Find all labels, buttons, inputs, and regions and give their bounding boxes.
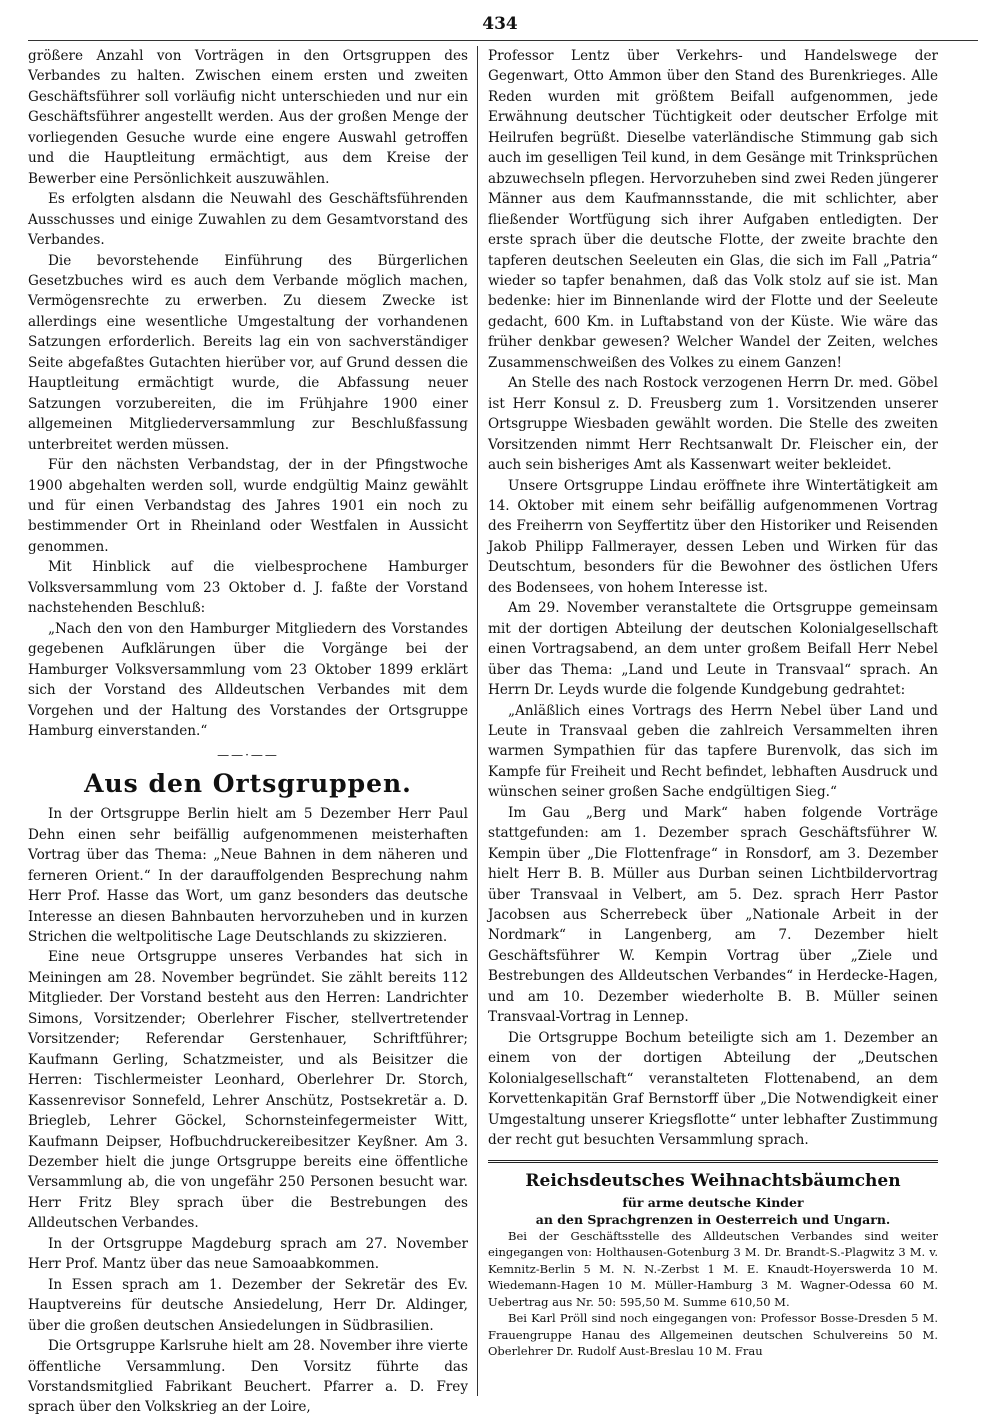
paragraph: Im Gau „Berg und Mark“ haben folgende Vorträge stattgefunden: am 1. Dezember sprach Geschäftsführer W. Kempin über „Die Flottenfrage“ in Ronsdorf, am 3. Dezember hielt Herr B. B. Müller aus Durban seinen Lichtbildervortrag über Transvaal in Velbert, am 5. Dez. sprach Herr Pastor Jacobsen aus Scherrebeck über „Nationale Arbeit in der Nordmark“ in Langenberg, am 7. Dezember hielt Geschäftsführer W. Kempin Vortrag über „Ziele und Bestrebungen des Alldeutschen Verbandes“ in Herdecke-Hagen, und am 10. Dezember wiederholte B. B. Müller seinen Transvaal-Vortrag in Lennep. [488, 804, 938, 1026]
paragraph: Die bevorstehende Einführung des Bürgerlichen Gesetzbuches wird es auch dem Verbande möglich machen, Vermögensrechte zu erwerben. Zu diesem Zwecke ist allerdings eine wesentliche Umgestaltung der vorhandenen Satzungen erforderlich. Bereits lag ein von sachverständiger Seite abgefaßtes Gutachten hierüber vor, auf Grund dessen die Hauptleitung ermächtigt wurde, die Abfassung neuer Satzungen vorzubereiten, die im Frühjahre 1900 einer allgemeinen Mitgliederversammlung zur Beschlußfassung unterbreitet werden müssen. [28, 252, 468, 453]
donation-list-2: Bei Karl Pröll sind noch eingegangen von: Professor Bosse-Dresden 5 M. Frauengruppe Hanau des Allgemeinen deutschen Schulvereins 50 M. Oberlehrer Dr. Rudolf Aust-Breslau 10 M. Frau [488, 1311, 938, 1359]
paragraph: Unsere Ortsgruppe Lindau eröffnete ihre Wintertätigkeit am 14. Oktober mit einem sehr beifällig aufgenommenen Vortrag des Freiherrn von Seyffertitz über den Historiker und Reisenden Jakob Philipp Fallmerayer, dessen Leben und Wirken für das Deutschtum, besonders für die Bewohner des östlichen Ufers des Bodensees, von hohem Interesse ist. [488, 477, 938, 596]
donation-list: Bei der Geschäftsstelle des Alldeutschen Verbandes sind weiter eingegangen von: Holthausen-Gotenburg 3 M. Dr. Brandt-S.-Plagwitz 3 M. v. Kemnitz-Berlin 5 M. N. N.-Zerbst 1 M. E. Knaudt-Hoyerswerda 10 M. Wiedemann-Hagen 10 M. Müller-Hamburg 3 M. Wagner-Odessa 60 M. Uebertrag aus Nr. 50: 595,50 M. Summe 610,50 M. [488, 1228, 938, 1309]
paragraph: An Stelle des nach Rostock verzogenen Herrn Dr. med. Göbel ist Herr Konsul z. D. Freusberg zum 1. Vorsitzenden unserer Ortsgruppe Wiesbaden gewählt worden. Die Stelle des zweiten Vorsitzenden nimmt Herr Rechtsanwalt Dr. Fleischer ein, der auch sein bisheriges Amt als Kassenwart weiter bekleidet. [488, 375, 938, 474]
section-heading: Aus den Ortsgruppen. [84, 768, 412, 798]
paragraph: Die Ortsgruppe Bochum beteiligte sich am 1. Dezember an einem von der dortigen Abteilung der „Deutschen Kolonialgesellschaft“ veranstalteten Flottenabend, an dem Korvettenkapitän Graf Bernstorff über „Die Notwendigkeit einer Umgestaltung unserer Kriegsflotte“ unter lebhafter Zustimmung der recht gut besuchten Versammlung sprach. [488, 1029, 938, 1149]
paragraph: größere Anzahl von Vorträgen in den Ortsgruppen des Verbandes zu halten. Zwischen einem ersten und zweiten Geschäftsführer soll vorläufig nicht unterschieden und nur ein Geschäftsführer angestellt werden. Aus der großen Menge der vorliegenden Gesuche wurde eine engere Auswahl getroffen und die Hauptleitung ermächtigt, aus dem Kreise der Bewerber eine Persönlichkeit auszuwählen. [28, 48, 468, 187]
separator-ornament: ——·—— [217, 748, 279, 763]
donation-notice [488, 1160, 938, 1359]
paragraph: Die Ortsgruppe Karlsruhe hielt am 28. November ihre vierte öffentliche Versammlung. Den Vorsitz führte das Vorstandsmitglied Fabrikant Beuchert. Pfarrer a. D. Frey sprach über den Volkskrieg an der Loire, [28, 1338, 468, 1416]
paragraph: In der Ortsgruppe Magdeburg sprach am 27. November Herr Prof. Mantz über das neue Samoaabkommen. [28, 1235, 468, 1273]
paragraph: In der Ortsgruppe Berlin hielt am 5 Dezember Herr Paul Dehn einen sehr beifällig aufgenommenen meisterhaften Vortrag über das Thema: „Neue Bahnen in dem näheren und ferneren Orient.“ In der darauffolgenden Besprechung nahm Herr Prof. Hasse das Wort, um ganz besonders das deutsche Interesse an diesen Bahnbauten hervorzuheben und in kurzen Strichen die weltpolitische Lage Deutschlands zu skizzieren. [28, 806, 468, 946]
column-divider [477, 46, 478, 1396]
left-column [28, 46, 468, 1418]
page-number: 434 [482, 14, 518, 34]
paragraph: Es erfolgten alsdann die Neuwahl des Geschäftsführenden Ausschusses und einige Zuwahlen zu dem Gesamtvorstand des Verbandes. [28, 191, 468, 249]
donation-subtitle: für arme deutsche Kinder [622, 1194, 804, 1210]
header-rule [28, 40, 978, 41]
donation-title: Reichsdeutsches Weihnachtsbäumchen [525, 1171, 901, 1192]
right-column [488, 46, 938, 1360]
paragraph: Mit Hinblick auf die vielbesprochene Hamburger Volksversammlung vom 23 Oktober d. J. faßte der Vorstand nachstehenden Beschluß: [28, 559, 468, 617]
paragraph: Professor Lentz über Verkehrs- und Handelswege der Gegenwart, Otto Ammon über den Stand des Burenkrieges. Alle Reden wurden mit größtem Beifall aufgenommen, jede Erwähnung deutscher Tüchtigkeit oder deutscher Erfolge mit Heilrufen begrüßt. Dieselbe vaterländische Stimmung gab sich auch im geselligen Teil kund, in dem Gesänge mit Trinksprüchen abzuwechseln pflegen. Hervorzuheben sind zwei Reden jüngerer Männer aus dem Kaufmannsstande, die mit schlichter, aber fließender Wortfügung sich ihrer Aufgaben entledigten. Der erste sprach über die deutsche Flotte, der zweite brachte den tapferen deutschen Seeleuten ein Glas, die sich im Fall „Patria“ wieder so tapfer benahmen, daß das Volk stolz auf sie ist. Man bedenke: hier im Binnenlande wird der Flotte und der Seeleute gedacht, 600 Km. in Luftabstand von der Küste. Wie wäre das früher denkbar gewesen? Welcher Wandel der Zeiten, welches Zusammenschweißen des Volkes zu einem Ganzen! [488, 48, 938, 371]
paragraph: Für den nächsten Verbandstag, der in der Pfingstwoche 1900 abgehalten werden soll, wurde endgültig Mainz gewählt und für einen Verbandstag des Jahres 1901 ein noch zu bestimmender Ort in Rheinland oder Westfalen in Aussicht genommen. [28, 457, 468, 555]
paragraph: Eine neue Ortsgruppe unseres Verbandes hat sich in Meiningen am 28. November begründet. Sie zählt bereits 112 Mitglieder. Der Vorstand besteht aus den Herren: Landrichter Simons, Vorsitzender; Oberlehrer Fischer, stellvertretender Vorsitzender; Referendar Gerstenhauer, Schriftführer; Kaufmann Gerling, Schatzmeister, und als Beisitzer die Herren: Tischlermeister Leonhard, Oberlehrer Dr. Storch, Kassenrevisor Sonnefeld, Lehrer Anschütz, Postsekretär a. D. Briegleb, Lehrer Göckel, Schornsteinfegermeister Witt, Kaufmann Deipser, Hofbuchdruckereibesitzer Keyßner. Am 3. Dezember hielt die junge Ortsgruppe bereits eine öffentliche Versammlung ab, die von ungefähr 250 Personen besucht war. Herr Fritz Bley sprach über die Bestrebungen des Alldeutschen Verbandes. [28, 949, 468, 1232]
donation-subtitle-2: an den Sprachgrenzen in Oesterreich und Ungarn. [535, 1211, 891, 1227]
paragraph: Am 29. November veranstaltete die Ortsgruppe gemeinsam mit der dortigen Abteilung der deutschen Kolonialgesellschaft einen Vortragsabend, an dem unter großem Beifall Herr Nebel über das Thema: „Land und Leute in Transvaal“ sprach. An Herrn Dr. Leyds wurde die folgende Kundgebung gedrahtet: [488, 600, 938, 699]
paragraph: In Essen sprach am 1. Dezember der Sekretär des Ev. Hauptvereins für deutsche Ansiedelung, Herr Dr. Aldinger, über die großen deutschen Ansiedelungen in Südbrasilien. [28, 1276, 468, 1334]
quoted-resolution: „Nach den von den Hamburger Mitgliedern des Vorstandes gegebenen Aufklärungen über die Vorgänge bei der Hamburger Volksversammlung vom 23 Oktober 1899 erklärt sich der Vorstand des Alldeutschen Verbandes mit dem Vorgehen und der Haltung des Vorstandes der Ortsgruppe Hamburg einverstanden.“ [28, 620, 468, 739]
quoted-telegram: „Anläßlich eines Vortrags des Herrn Nebel über Land und Leute in Transvaal geben die zahlreich Versammelten ihren warmen Sympathien für das tapfere Burenvolk, das sich im Kampfe für Freiheit und Recht befindet, lebhaften Ausdruck und wünschen seiner großen Sache endgültigen Sieg.“ [488, 702, 938, 801]
